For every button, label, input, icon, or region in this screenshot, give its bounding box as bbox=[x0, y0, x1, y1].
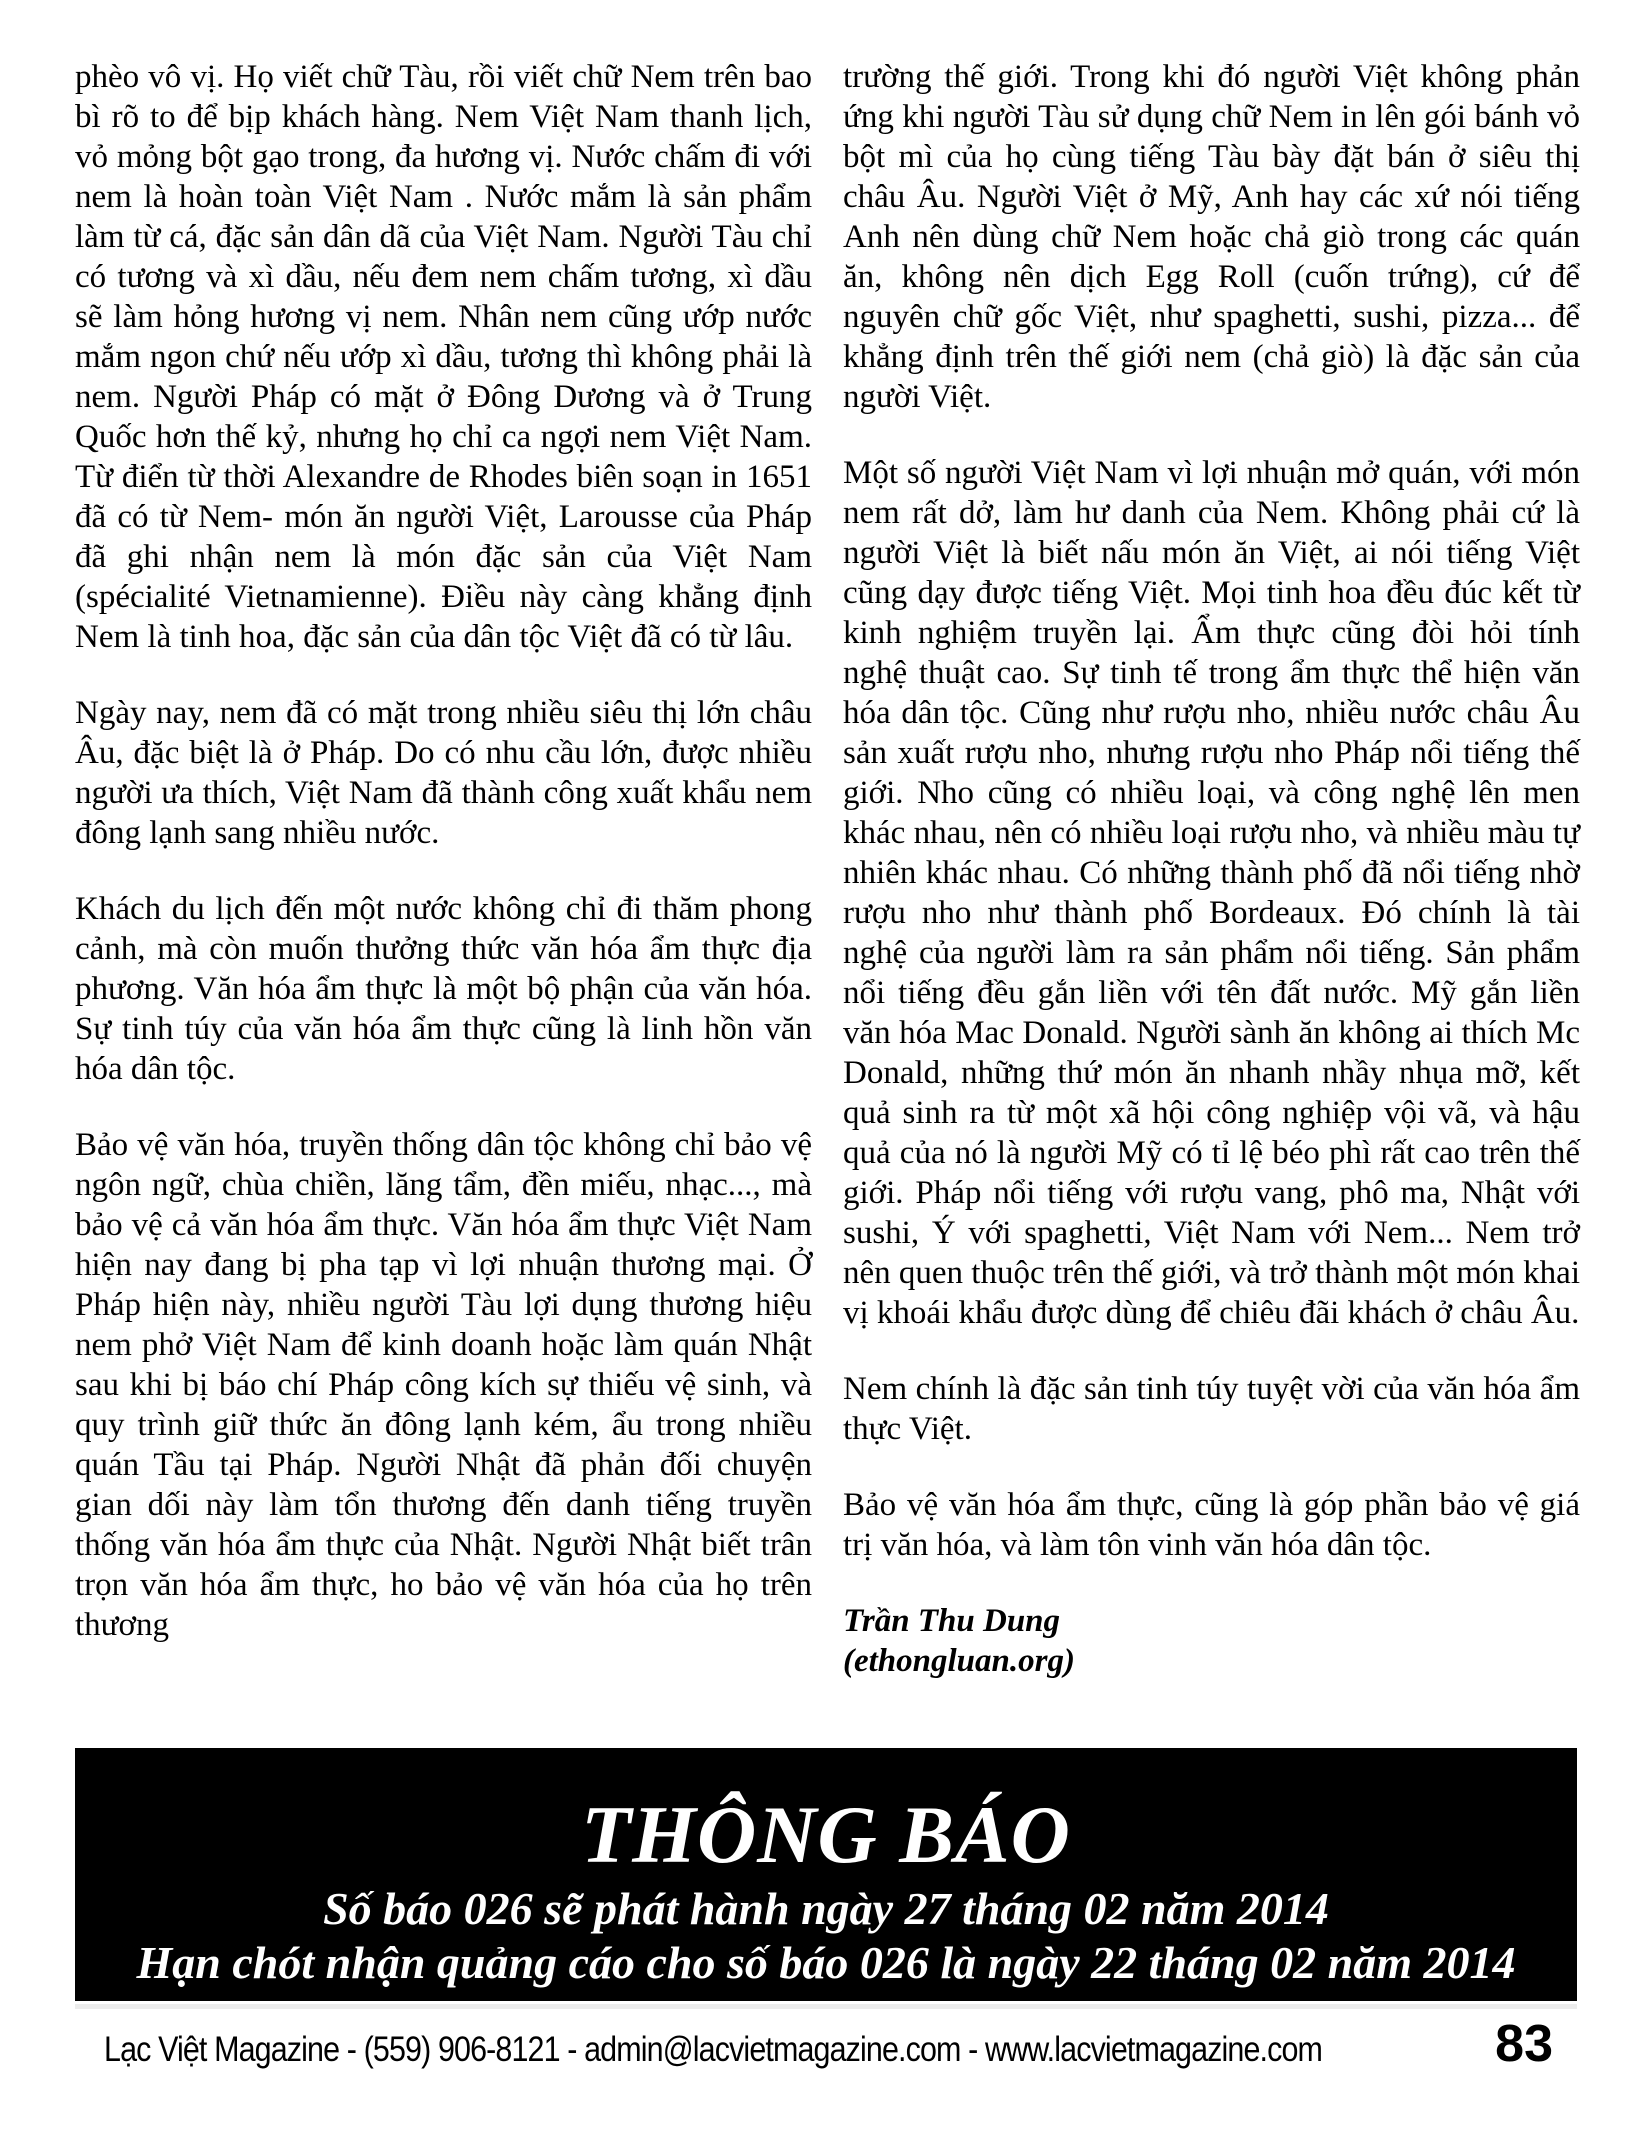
body-paragraph: Bảo vệ văn hóa ẩm thực, cũng là góp phần bảo vệ giá trị văn hóa, và làm tôn vinh văn hóa dân tộc. bbox=[843, 1487, 1580, 1563]
author-signature: Trần Thu Dung bbox=[843, 1603, 1061, 1639]
notice-deadline-line: Hạn chót nhận quảng cáo cho số báo 026 là ngày 22 tháng 02 năm 2014 bbox=[136, 1937, 1516, 1988]
left-column bbox=[75, 57, 812, 1681]
source-attribution: (ethongluan.org) bbox=[843, 1643, 1075, 1679]
body-paragraph: trường thế giới. Trong khi đó người Việt không phản ứng khi người Tàu sử dụng chữ Nem in lên gói bánh vỏ bột mì của họ cùng tiếng Tàu bày đặt bán ở siêu thị châu Âu. Người Việt ở Mỹ, Anh hay các xứ nói tiếng Anh nên dùng chữ Nem hoặc chả giò trong các quán ăn, không nên dịch Egg Roll (cuốn trứng), cứ để nguyên chữ gốc Việt, như spaghetti, sushi, pizza... để khẳng định trên thế giới nem (chả giò) là đặc sản của người Việt. bbox=[843, 59, 1580, 415]
page-number: 83 bbox=[1495, 2015, 1553, 2073]
notice-release-line: Số báo 026 sẽ phát hành ngày 27 tháng 02 năm 2014 bbox=[323, 1883, 1329, 1934]
notice-title: THÔNG BÁO bbox=[581, 1789, 1071, 1880]
body-paragraph: phèo vô vị. Họ viết chữ Tàu, rồi viết chữ Nem trên bao bì rõ to để bịp khách hàng. Nem Việt Nam thanh lịch, vỏ mỏng bột gạo trong, đa hương vị. Nước chấm đi với nem là hoàn toàn Việt Nam . Nước mắm là sản phẩm làm từ cá, đặc sản dân dã của Việt Nam. Người Tàu chỉ có tương và xì dầu, nếu đem nem chấm tương, xì dầu sẽ làm hỏng hương vị nem. Nhân nem cũng ướp nước mắm ngon chứ nếu ướp xì dầu, tương thì không phải là nem. Người Pháp có mặt ở Đông Dương và ở Trung Quốc hơn thế kỷ, nhưng họ chỉ ca ngợi nem Việt Nam. Từ điển từ thời Alexandre de Rhodes biên soạn in 1651 đã có từ Nem- món ăn người Việt, Larousse của Pháp đã ghi nhận nem là món đặc sản của Việt Nam (spécialité Vietnamienne). Điều này càng khẳng định Nem là tinh hoa, đặc sản của dân tộc Việt đã có từ lâu. bbox=[75, 59, 812, 655]
body-paragraph: Bảo vệ văn hóa, truyền thống dân tộc không chỉ bảo vệ ngôn ngữ, chùa chiền, lăng tẩm, đền miếu, nhạc..., mà bảo vệ cả văn hóa ẩm thực. Văn hóa ẩm thực Việt Nam hiện nay đang bị pha tạp vì lợi nhuận thương mại. Ở Pháp hiện này, nhiều người Tàu lợi dụng thương hiệu nem phở Việt Nam để kinh doanh hoặc làm quán Nhật sau khi bị báo chí Pháp công kích sự thiếu vệ sinh, và quy trình giữ thức ăn đông lạnh kém, ẩu trong nhiều quán Tầu tại Pháp. Người Nhật đã phản đối chuyện gian dối này làm tổn thương đến danh tiếng truyền thống văn hóa ẩm thực của Nhật. Người Nhật biết trân trọn văn hóa ẩm thực, ho bảo vệ văn hóa của họ trên thương bbox=[75, 1127, 812, 1643]
body-paragraph: Một số người Việt Nam vì lợi nhuận mở quán, với món nem rất dở, làm hư danh của Nem. Không phải cứ là người Việt là biết nấu món ăn Việt, ai nói tiếng Việt cũng dạy được tiếng Việt. Mọi tinh hoa đều đúc kết từ kinh nghiệm truyền lại. Ẩm thực cũng đòi hỏi tính nghệ thuật cao. Sự tinh tế trong ẩm thực thể hiện văn hóa dân tộc. Cũng như rượu nho, nhiều nước châu Âu sản xuất rượu nho, nhưng rượu nho Pháp nổi tiếng thế giới. Nho cũng có nhiều loại, và công nghệ lên men khác nhau, nên có nhiều loại rượu nho, và nhiều màu tự nhiên khác nhau. Có những thành phố đã nổi tiếng nhờ rượu nho như thành phố Bordeaux. Đó chính là tài nghệ của người làm ra sản phẩm nổi tiếng. Sản phẩm nổi tiếng đều gắn liền với tên đất nước. Mỹ gắn liền văn hóa Mac Donald. Người sành ăn không ai thích Mc Donald, những thứ món ăn nhanh nhầy nhụa mỡ, kết quả sinh ra từ một xã hội công nghiệp vội vã, và hậu quả của nó là người Mỹ có tỉ lệ béo phì rất cao trên thế giới. Pháp nổi tiếng với rượu vang, phô ma, Nhật với sushi, Ý với spaghetti, Việt Nam với Nem... Nem trở nên quen thuộc trên thế giới, và trở thành một món khai vị khoái khẩu được dùng để chiêu đãi khách ở châu Âu. bbox=[843, 455, 1580, 1331]
body-paragraph: Khách du lịch đến một nước không chỉ đi thăm phong cảnh, mà còn muốn thưởng thức văn hóa ẩm thực địa phương. Văn hóa ẩm thực là một bộ phận của văn hóa. Sự tinh túy của văn hóa ẩm thực cũng là linh hồn văn hóa dân tộc. bbox=[75, 891, 812, 1087]
body-paragraph: Nem chính là đặc sản tinh túy tuyệt vời của văn hóa ẩm thực Việt. bbox=[843, 1371, 1580, 1447]
body-paragraph: Ngày nay, nem đã có mặt trong nhiều siêu thị lớn châu Âu, đặc biệt là ở Pháp. Do có nhu cầu lớn, được nhiều người ưa thích, Việt Nam đã thành công xuất khẩu nem đông lạnh sang nhiều nước. bbox=[75, 695, 812, 851]
banner-shadow bbox=[75, 2004, 1577, 2009]
footer-contact: Lạc Việt Magazine - (559) 906-8121 - admin@lacvietmagazine.com - www.lacvietmagazine.com bbox=[104, 2030, 1323, 2069]
notice-banner bbox=[75, 1748, 1577, 2001]
right-column bbox=[843, 57, 1580, 1681]
